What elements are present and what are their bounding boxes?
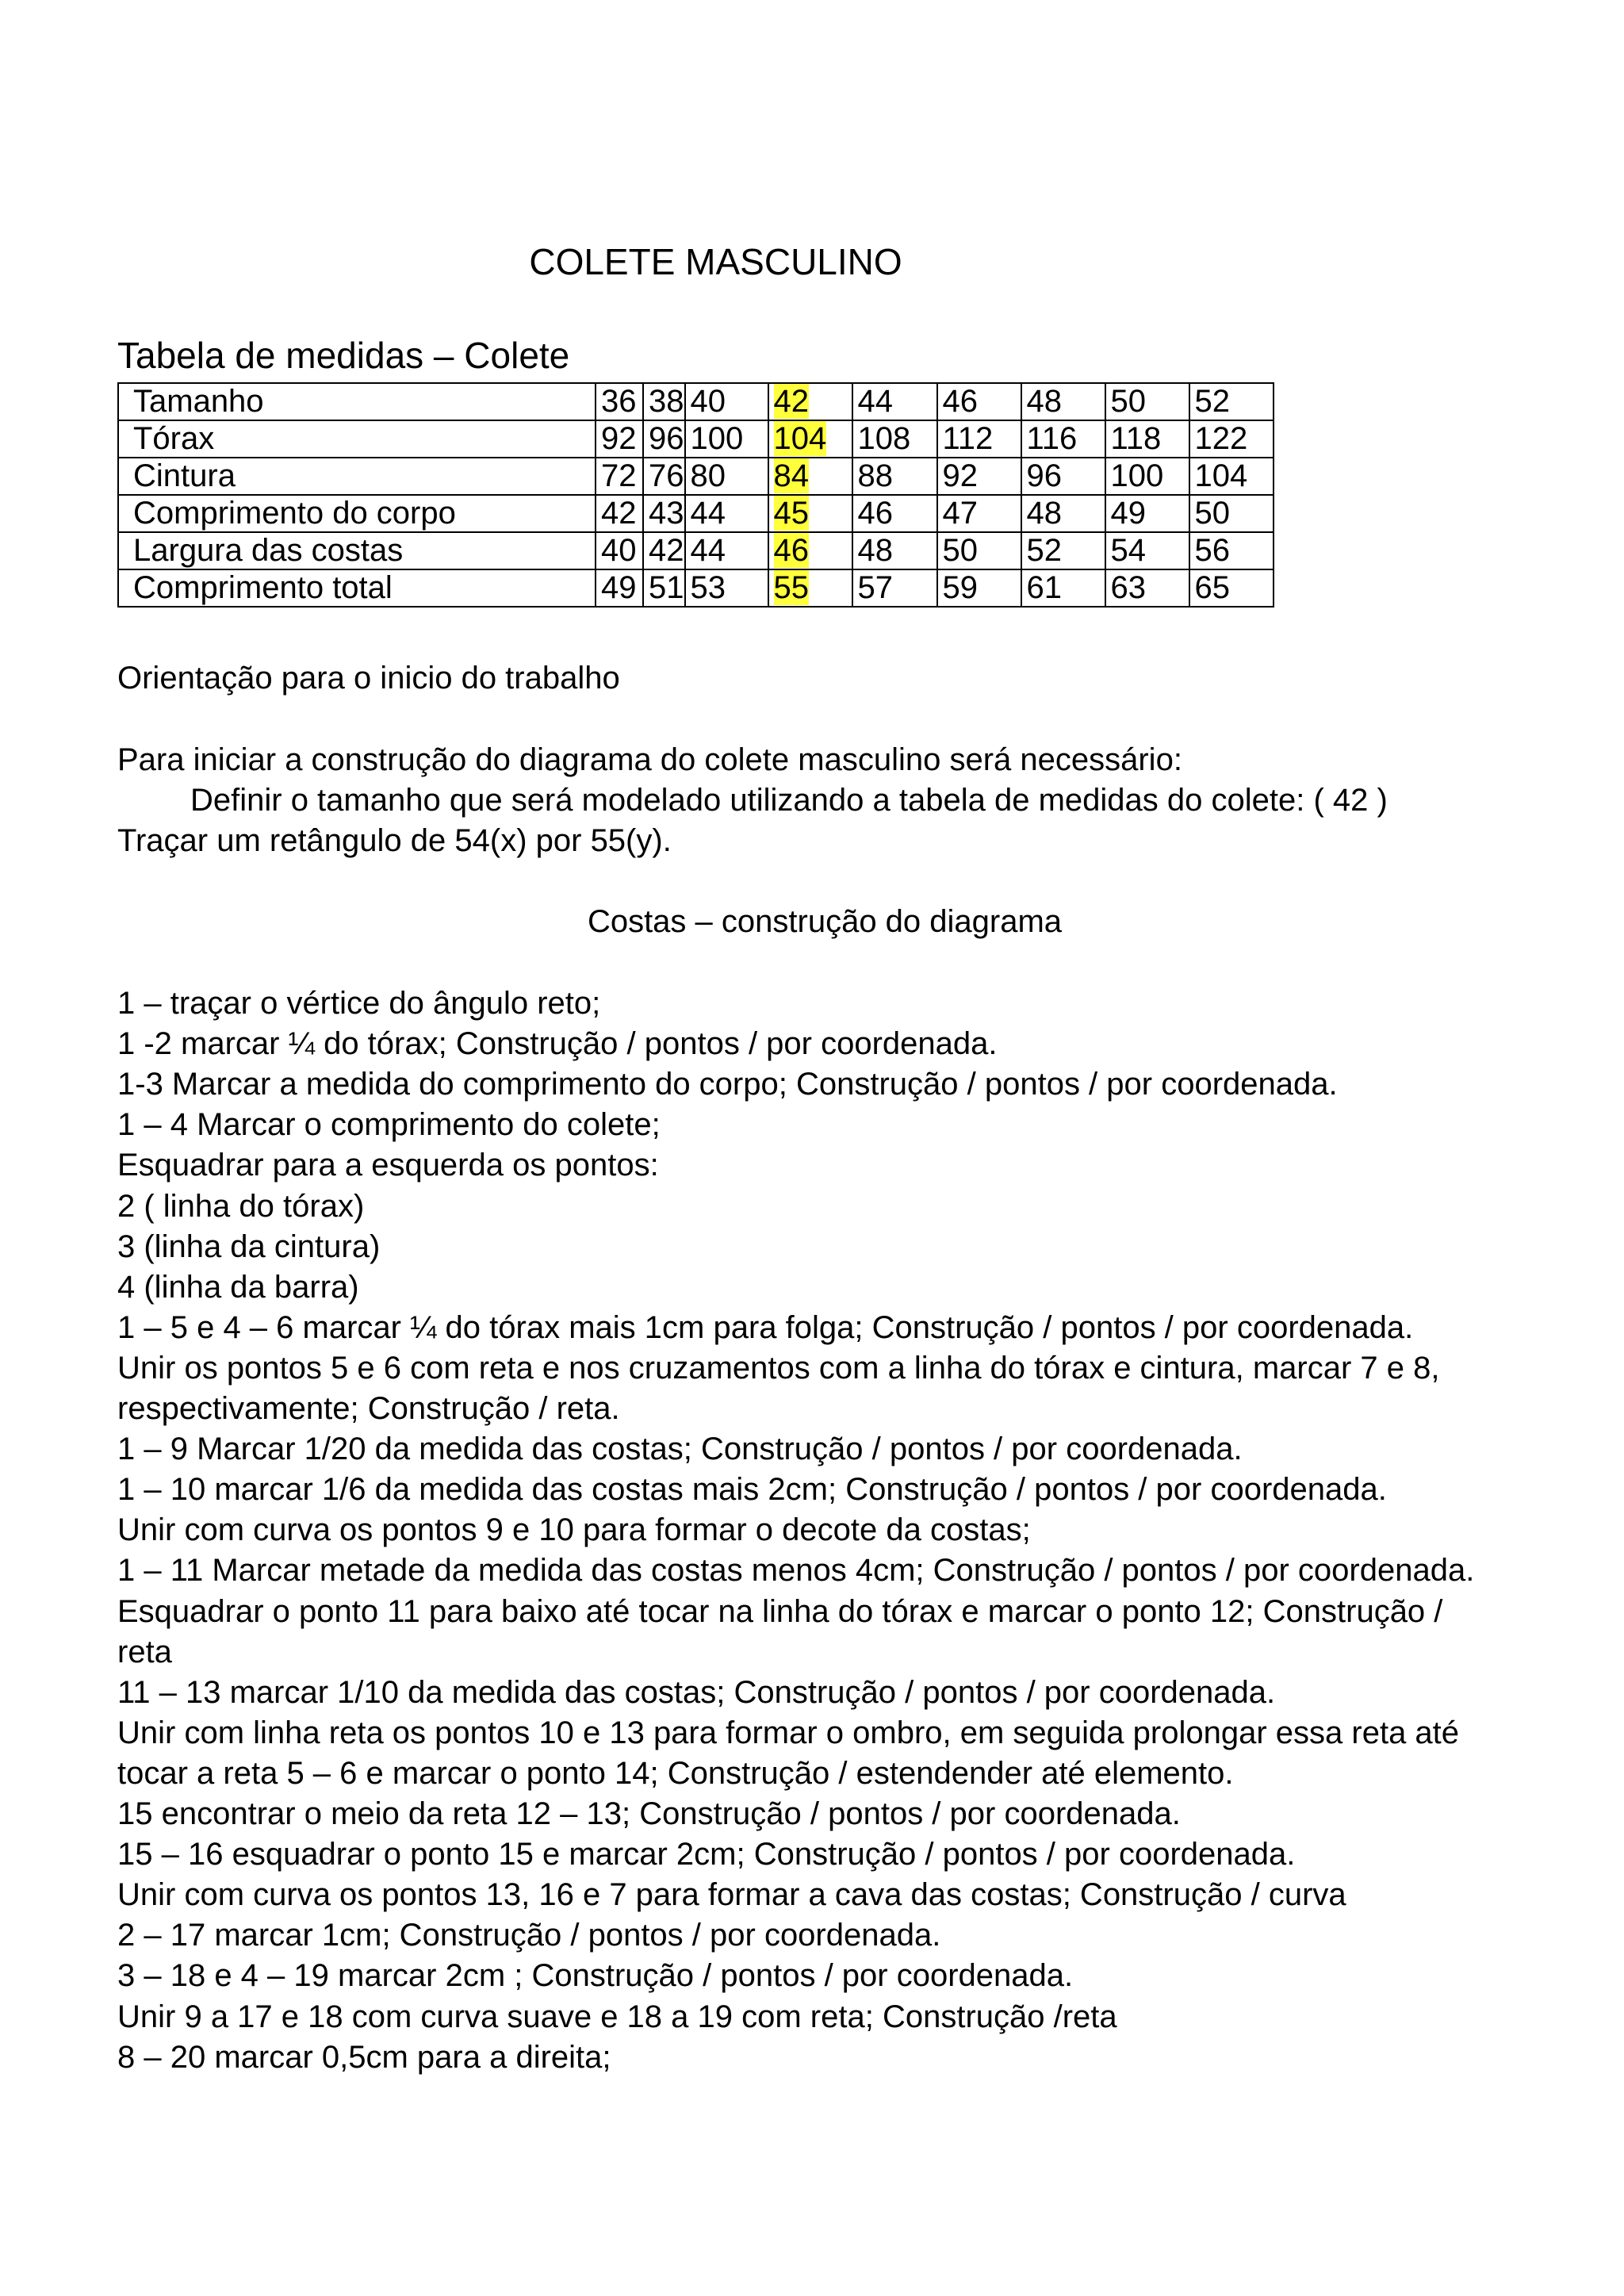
cell-value: 59 xyxy=(942,570,978,605)
cell-value: 122 xyxy=(1194,421,1248,456)
step-line: 1 – 4 Marcar o comprimento do colete; xyxy=(117,1107,661,1142)
row-label: Largura das costas xyxy=(118,532,596,569)
cell-value: 46 xyxy=(857,496,893,531)
cell-value: 46 xyxy=(773,533,809,568)
table-cell xyxy=(643,383,685,420)
cell-value: 55 xyxy=(773,570,809,605)
cell-value: 42 xyxy=(601,496,637,531)
table-cell xyxy=(768,569,852,607)
table-cell xyxy=(596,495,643,532)
cell-value: 54 xyxy=(1110,533,1146,568)
step-line: 1 -2 marcar ¼ do tórax; Construção / pontos / por coordenada. xyxy=(117,1026,998,1061)
row-label: Tórax xyxy=(118,420,596,458)
step-line: 1 – 5 e 4 – 6 marcar ¼ do tórax mais 1cm para folga; Construção / pontos / por coordenada. xyxy=(117,1310,1414,1345)
step-line: 2 ( linha do tórax) xyxy=(117,1189,365,1224)
row-label: Tamanho xyxy=(118,383,596,420)
measurements-table xyxy=(117,382,1274,608)
cell-value: 92 xyxy=(601,421,637,456)
step-line: 11 – 13 marcar 1/10 da medida das costas; Construção / pontos / por coordenada. xyxy=(117,1675,1276,1710)
step-line: 15 encontrar o meio da reta 12 – 13; Construção / pontos / por coordenada. xyxy=(117,1796,1181,1831)
table-cell xyxy=(937,495,1021,532)
cell-value: 108 xyxy=(857,421,911,456)
step-line: Esquadrar para a esquerda os pontos: xyxy=(117,1148,659,1182)
table-cell xyxy=(852,420,937,458)
table-cell xyxy=(852,458,937,495)
cell-value: 48 xyxy=(1026,384,1062,419)
table-cell xyxy=(768,532,852,569)
cell-value: 45 xyxy=(773,496,809,531)
table-cell xyxy=(685,420,768,458)
cell-value: 47 xyxy=(942,496,978,531)
cell-value: 57 xyxy=(857,570,893,605)
table-cell xyxy=(685,532,768,569)
cell-value: 40 xyxy=(601,533,637,568)
step-line: respectivamente; Construção / reta. xyxy=(117,1391,620,1426)
cell-value: 53 xyxy=(690,570,726,605)
cell-value: 92 xyxy=(942,458,978,493)
table-cell xyxy=(643,532,685,569)
row-label: Comprimento do corpo xyxy=(118,495,596,532)
table-cell xyxy=(768,495,852,532)
cell-value: 100 xyxy=(690,421,744,456)
row-label: Cintura xyxy=(118,458,596,495)
step-line: Unir 9 a 17 e 18 com curva suave e 18 a 19 com reta; Construção /reta xyxy=(117,1999,1117,2034)
step-line: 1 – traçar o vértice do ângulo reto; xyxy=(117,986,601,1021)
table-row xyxy=(118,532,1274,569)
table-cell xyxy=(596,420,643,458)
cell-value: 118 xyxy=(1110,421,1162,456)
table-cell xyxy=(685,458,768,495)
cell-value: 112 xyxy=(942,421,994,456)
cell-value: 84 xyxy=(773,458,809,493)
table-cell xyxy=(1189,532,1274,569)
table-cell xyxy=(937,569,1021,607)
step-line: Unir os pontos 5 e 6 com reta e nos cruzamentos com a linha do tórax e cintura, marcar 7 e 8, xyxy=(117,1351,1440,1386)
section-heading: Costas – construção do diagrama xyxy=(587,904,1063,939)
table-cell xyxy=(596,383,643,420)
table-row xyxy=(118,569,1274,607)
step-line: Esquadrar o ponto 11 para baixo até tocar na linha do tórax e marcar o ponto 12; Construção / xyxy=(117,1594,1443,1629)
step-line: 2 – 17 marcar 1cm; Construção / pontos / por coordenada. xyxy=(117,1918,941,1953)
step-line: Unir com curva os pontos 9 e 10 para formar o decote da costas; xyxy=(117,1512,1031,1547)
table-cell xyxy=(937,458,1021,495)
table-cell xyxy=(596,458,643,495)
cell-value: 42 xyxy=(773,384,809,419)
cell-value: 65 xyxy=(1194,570,1230,605)
table-cell xyxy=(1105,532,1189,569)
table-cell xyxy=(643,495,685,532)
table-cell xyxy=(768,458,852,495)
table-cell xyxy=(1021,569,1105,607)
table-cell xyxy=(643,420,685,458)
cell-value: 96 xyxy=(1026,458,1062,493)
table-cell xyxy=(1189,495,1274,532)
table-cell xyxy=(768,383,852,420)
table-cell xyxy=(1189,458,1274,495)
table-cell xyxy=(685,383,768,420)
cell-value: 40 xyxy=(690,384,726,419)
table-cell xyxy=(1021,420,1105,458)
intro-line: Traçar um retângulo de 54(x) por 55(y). xyxy=(117,823,672,858)
cell-value: 38 xyxy=(649,384,684,419)
step-line: 1 – 10 marcar 1/6 da medida das costas mais 2cm; Construção / pontos / por coordenada. xyxy=(117,1472,1387,1507)
table-row xyxy=(118,383,1274,420)
table-cell xyxy=(685,569,768,607)
step-line: 3 (linha da cintura) xyxy=(117,1229,381,1264)
table-cell xyxy=(1105,383,1189,420)
cell-value: 52 xyxy=(1026,533,1062,568)
cell-value: 48 xyxy=(1026,496,1062,531)
intro-line: Definir o tamanho que será modelado utilizando a tabela de medidas do colete: ( 42 ) xyxy=(190,783,1388,818)
step-line: tocar a reta 5 – 6 e marcar o ponto 14; Construção / estendender até elemento. xyxy=(117,1756,1234,1791)
table-cell xyxy=(1105,458,1189,495)
cell-value: 49 xyxy=(601,570,637,605)
cell-value: 50 xyxy=(1194,496,1230,531)
cell-value: 44 xyxy=(857,384,893,419)
cell-value: 50 xyxy=(942,533,978,568)
cell-value: 46 xyxy=(942,384,978,419)
table-cell xyxy=(1105,495,1189,532)
table-cell xyxy=(937,383,1021,420)
cell-value: 36 xyxy=(601,384,637,419)
cell-value: 49 xyxy=(1110,496,1146,531)
step-line: 1 – 11 Marcar metade da medida das costas menos 4cm; Construção / pontos / por coordenada. xyxy=(117,1553,1475,1588)
cell-value: 56 xyxy=(1194,533,1230,568)
step-line: Unir com linha reta os pontos 10 e 13 para formar o ombro, em seguida prolongar essa reta até xyxy=(117,1715,1460,1750)
cell-value: 44 xyxy=(690,496,726,531)
table-title: Tabela de medidas – Colete xyxy=(117,335,570,376)
table-cell xyxy=(596,532,643,569)
table-cell xyxy=(1021,383,1105,420)
cell-value: 88 xyxy=(857,458,893,493)
step-line: 8 – 20 marcar 0,5cm para a direita; xyxy=(117,2040,611,2075)
cell-value: 100 xyxy=(1110,458,1164,493)
cell-value: 52 xyxy=(1194,384,1230,419)
row-label: Comprimento total xyxy=(118,569,596,607)
cell-value: 44 xyxy=(690,533,726,568)
intro-line: Para iniciar a construção do diagrama do colete masculino será necessário: xyxy=(117,742,1182,777)
table-cell xyxy=(1105,569,1189,607)
cell-value: 96 xyxy=(649,421,684,456)
table-cell xyxy=(1021,458,1105,495)
table-cell xyxy=(1021,495,1105,532)
table-cell xyxy=(852,532,937,569)
cell-value: 50 xyxy=(1110,384,1146,419)
cell-value: 80 xyxy=(690,458,726,493)
step-line: 1 – 9 Marcar 1/20 da medida das costas; Construção / pontos / por coordenada. xyxy=(117,1432,1243,1466)
table-row xyxy=(118,458,1274,495)
table-cell xyxy=(1105,420,1189,458)
cell-value: 72 xyxy=(601,458,637,493)
step-line: 4 (linha da barra) xyxy=(117,1270,359,1305)
step-line: reta xyxy=(117,1635,172,1669)
table-cell xyxy=(852,569,937,607)
step-line: 3 – 18 e 4 – 19 marcar 2cm ; Construção / pontos / por coordenada. xyxy=(117,1958,1074,1993)
step-line: 1-3 Marcar a medida do comprimento do corpo; Construção / pontos / por coordenada. xyxy=(117,1067,1338,1102)
table-cell xyxy=(852,495,937,532)
cell-value: 42 xyxy=(649,533,684,568)
cell-value: 63 xyxy=(1110,570,1146,605)
table-cell xyxy=(937,420,1021,458)
table-cell xyxy=(937,532,1021,569)
step-line: 15 – 16 esquadrar o ponto 15 e marcar 2cm; Construção / pontos / por coordenada. xyxy=(117,1837,1296,1872)
table-cell xyxy=(1189,383,1274,420)
cell-value: 61 xyxy=(1026,570,1062,605)
table-cell xyxy=(1021,532,1105,569)
table-cell xyxy=(643,569,685,607)
orientation-heading: Orientação para o inicio do trabalho xyxy=(117,661,620,696)
document-title: COLETE MASCULINO xyxy=(529,241,902,282)
cell-value: 104 xyxy=(1194,458,1248,493)
cell-value: 51 xyxy=(649,570,684,605)
table-row xyxy=(118,495,1274,532)
table-row xyxy=(118,420,1274,458)
cell-value: 76 xyxy=(649,458,684,493)
cell-value: 104 xyxy=(773,421,827,456)
cell-value: 116 xyxy=(1026,421,1078,456)
step-line: Unir com curva os pontos 13, 16 e 7 para formar a cava das costas; Construção / curva xyxy=(117,1877,1346,1912)
table-cell xyxy=(1189,420,1274,458)
table-cell xyxy=(643,458,685,495)
table-cell xyxy=(768,420,852,458)
cell-value: 48 xyxy=(857,533,893,568)
table-cell xyxy=(596,569,643,607)
table-cell xyxy=(852,383,937,420)
cell-value: 43 xyxy=(649,496,684,531)
table-cell xyxy=(1189,569,1274,607)
table-cell xyxy=(685,495,768,532)
